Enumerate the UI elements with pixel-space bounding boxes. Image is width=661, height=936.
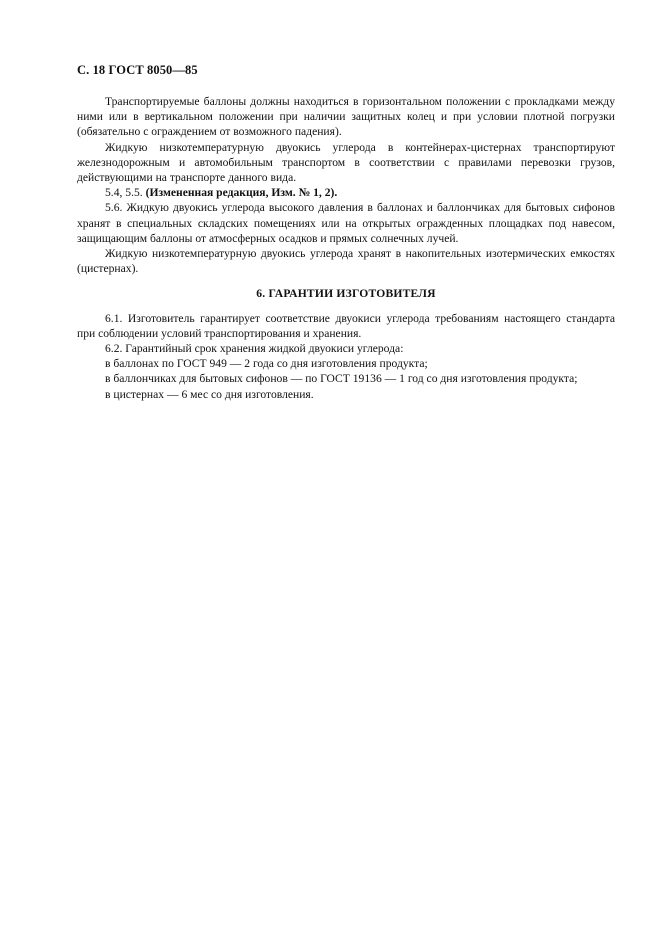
list-item: в цистернах — 6 мес со дня изготовления. (105, 387, 314, 401)
list-item: в баллонах по ГОСТ 949 — 2 года со дня изготовления продукта; (105, 357, 428, 371)
paragraph-warranty-period: 6.2. Гарантийный срок хранения жидкой двуокиси углерода: (105, 342, 404, 356)
amendment-clause-numbers: 5.4, 5.5. (105, 186, 143, 200)
paragraph-container-transport: Жидкую низкотемпературную двуокись углерода в контейнерах-цистернах транспортируют железнодорожным и автомобильным транспортом в соответствии с правилами перевозки грузов, действующими на транспорте данного вида. (77, 140, 615, 185)
paragraph-storage-high-pressure: 5.6. Жидкую двуокись углерода высокого давления в баллонах и баллончиках для бытовых сифонов хранят в специальных складских помещениях или на открытых огражденных площадках под навесом, защищающим баллоны от атмосферных осадков и прямых солнечных лучей. (77, 201, 615, 245)
list-item: в баллончиках для бытовых сифонов — по ГОСТ 19136 — 1 год со дня изготовления продукта; (105, 372, 578, 386)
amendment-text: (Измененная редакция, Изм. № 1, 2). (145, 186, 338, 200)
paragraph-amendment-note (77, 185, 615, 200)
document-body (77, 94, 615, 402)
paragraph-warranty-compliance: 6.1. Изготовитель гарантирует соответствие двуокиси углерода требованиям настоящего стандарта при соблюдении условий транспортирования и хранения. (77, 311, 615, 340)
paragraph-storage-low-temperature: Жидкую низкотемпературную двуокись углерода хранят в накопительных изотермических емкостях (цистернах). (77, 247, 615, 276)
section-title: 6. ГАРАНТИИ ИЗГОТОВИТЕЛЯ (256, 287, 436, 301)
page-header: С. 18 ГОСТ 8050—85 (77, 63, 198, 77)
paragraph-transport-position: Транспортируемые баллоны должны находиться в горизонтальном положении с прокладками между ними или в вертикальном положении при наличии защитных колец и при условии плотной погрузки (обязательно с ограждением от возможного падения). (77, 95, 615, 139)
